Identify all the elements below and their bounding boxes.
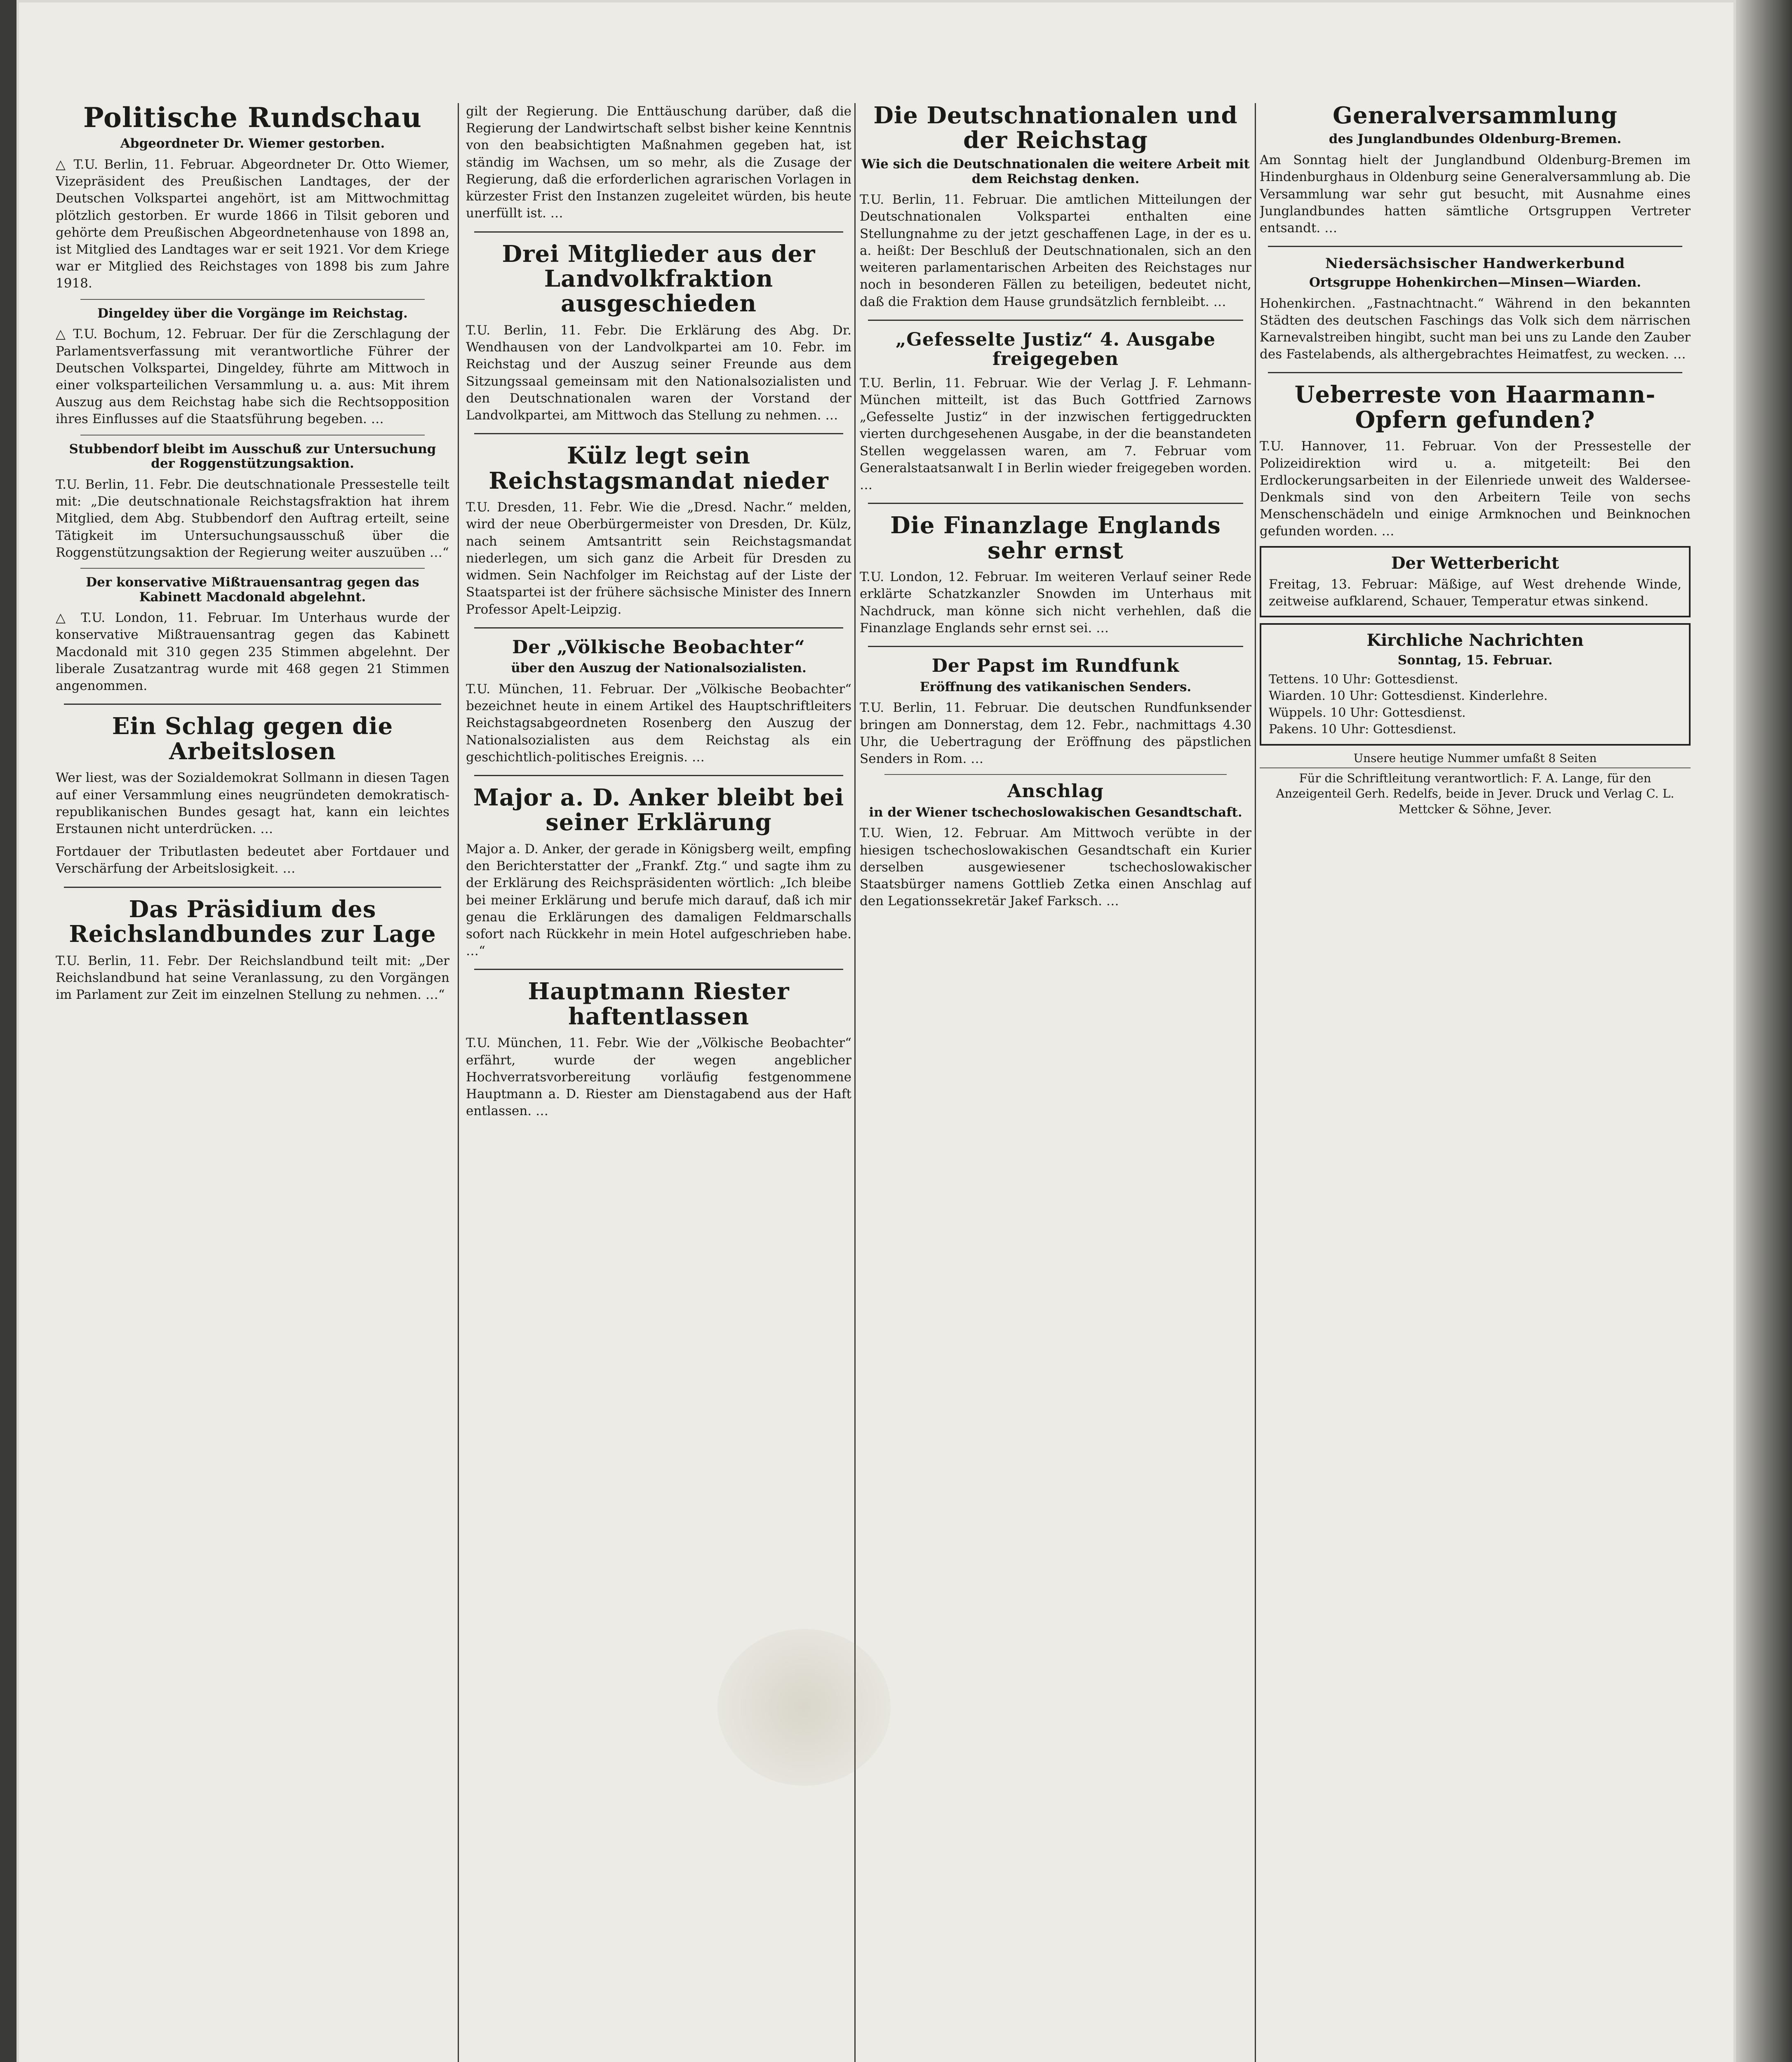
divider bbox=[80, 299, 425, 300]
article-paragraph: T.U. Berlin, 11. Februar. Die amtlichen Mitteilungen der Deutschnationalen Volkspartei enthalten eine Stellungnahme zu der jetzt geschaffenen Lage, in der es u. a. heißt: Der Beschluß der Deutschnationalen, sich an den weiteren parlamentarischen Arbeiten des Reichstages nur noch in besonderen Fällen zu beteiligen, bedeutet nicht, daß die Fraktion dem Hause grundsätzlich fernbleibt. … bbox=[860, 192, 1251, 309]
article-paragraph: gilt der Regierung. Die Enttäuschung darüber, daß die Regierung der Landwirtschaft selbst bisher keine Kenntnis von den beabsichtigten Maßnahmen gegeben hat, ist ständig im Wachsen, um so mehr, als die Zusage der Regierung, daß die erforderlichen agrarischen Vorlagen in kürzester Frist den Instanzen zugeleitet würden, bis heute unerfüllt ist. … bbox=[466, 104, 851, 221]
subheadline: in der Wiener tschechoslowakischen Gesandtschaft. bbox=[869, 805, 1242, 820]
article-paragraph: Fortdauer der Tributlasten bedeutet aber Fortdauer und Verschärfung der Arbeitslosigkeit. … bbox=[56, 844, 449, 876]
church-news-date: Sonntag, 15. Februar. bbox=[1397, 653, 1553, 668]
subheadline: über den Auszug der Nationalsozialisten. bbox=[511, 661, 807, 676]
subheadline: Ortsgruppe Hohenkirchen—Minsen—Wiarden. bbox=[1309, 275, 1641, 290]
article-paragraph: T.U. Hannover, 11. Februar. Von der Pressestelle der Polizeidirektion wird u. a. mitgeteilt: Bei den Erdlockerungsarbeiten in der Eilenriede unweit des Waldersee-Denkmals sind von den Arbeitern Teile von sechs Menschenschädeln und einige Armknochen und Beinknochen gefunden worden. … bbox=[1260, 439, 1691, 539]
article-paragraph: Wer liest, was der Sozialdemokrat Sollmann in diesen Tagen auf einer Versammlung eines neugründeten demokratisch-republikanischen Bundes gesagt hat, kann ein leichtes Erstaunen nicht unterdrücken. … bbox=[56, 770, 449, 836]
column-rule bbox=[458, 103, 459, 2062]
article-paragraph: T.U. Berlin, 11. Febr. Der Reichslandbund teilt mit: „Der Reichslandbund hat seine Veranlassung, zu den Vorgängen im Parlament zur Zeit im einzelnen Stellung zu nehmen. …“ bbox=[56, 953, 449, 1002]
divider bbox=[474, 775, 843, 776]
subheadline: Abgeordneter Dr. Wiemer gestorben. bbox=[120, 136, 385, 151]
article-paragraph: T.U. London, 12. Februar. Im weiteren Verlauf seiner Rede erklärte Schatzkanzler Snowden im Unterhaus mit Nachdruck, man könne sich nicht verhehlen, daß die Finanzlage Englands sehr ernst sei. … bbox=[860, 570, 1251, 636]
article-paragraph: △ T.U. London, 11. Februar. Im Unterhaus wurde der konservative Mißtrauensantrag gegen das Kabinett Macdonald mit 310 gegen 235 Stimmen abgelehnt. Der liberale Zusatzantrag wurde mit 468 gegen 21 Stimmen angenommen. bbox=[56, 610, 449, 694]
headline-landvolkfraktion: Drei Mitglieder aus der Landvolkfraktion ausgeschieden bbox=[502, 240, 816, 318]
column-4 bbox=[1260, 103, 1691, 2062]
church-news-box bbox=[1260, 623, 1691, 746]
article-paragraph: T.U. Berlin, 11. Febr. Die Erklärung des Abg. Dr. Wendhausen von der Landvolkpartei am 10. Febr. im Reichstag und der Auszug seiner Freunde aus dem Sitzungssaal gemeinsam mit den Nationalsozialisten und den Deutschnationalen waren der Vorstand der Landvolkpartei, am Mittwoch das Stellung zu nehmen. … bbox=[466, 322, 851, 423]
article-paragraph: T.U. Berlin, 11. Februar. Die deutschen Rundfunksender bringen am Donnerstag, dem 12. Febr., nachmittags 4.30 Uhr, die Uebertragung der Eröffnung des päpstlichen Senders in Rom. … bbox=[860, 700, 1251, 766]
subheadline: des Junglandbundes Oldenburg-Bremen. bbox=[1329, 132, 1622, 147]
weather-box bbox=[1260, 546, 1691, 617]
article-paragraph: △ T.U. Bochum, 12. Februar. Der für die Zerschlagung der Parlamentsverfassung mit verantwortliche Führer der Deutschen Volkspartei, Dingeldey, führte am Mittwoch in einer volksparteilichen Versammlung u. a. aus: Mit ihrem Auszug aus dem Reichstag habe sich die Rechtsopposition ihres Einflusses auf die Staatsführung begeben. … bbox=[56, 327, 449, 427]
headline-deutschnationale-reichstag: Die Deutschnationalen und der Reichstag bbox=[873, 103, 1238, 154]
divider bbox=[64, 887, 441, 888]
church-news-title: Kirchliche Nachrichten bbox=[1366, 631, 1584, 650]
imprint: Für die Schriftleitung verantwortlich: F. A. Lange, für den Anzeigenteil Gerh. Redelfs, beide in Jever. Druck und Verlag C. L. Mettcker & Söhne, Jever. bbox=[1276, 771, 1674, 817]
column-rule bbox=[854, 103, 856, 2062]
article-paragraph: T.U. München, 11. Februar. Der „Völkische Beobachter“ bezeichnet heute in einem Artikel des Hauptschriftleiters Reichstagsabgeordneten Rosenberg den Auszug der Nationalsozialisten aus dem Reichstag als ein geschichtlich-politisches Ereignis. … bbox=[466, 681, 851, 765]
newspaper-page bbox=[16, 0, 1736, 2062]
article-paragraph: T.U. Berlin, 11. Febr. Die deutschnationale Pressestelle teilt mit: „Die deutschnationale Reichstagsfraktion hat ihrem Mitglied, dem Abg. Stubbendorf den Auftrag erteilt, seine Tätigkeit im Untersuchungsausschuß über die Roggenstützungsaktion der Regierung weiter auszuüben …“ bbox=[56, 477, 449, 560]
headline-gefesselte-justiz: „Gefesselte Justiz“ 4. Ausgabe freigegeben bbox=[895, 329, 1216, 370]
headline-schlag-arbeitslose: Ein Schlag gegen die Arbeitslosen bbox=[112, 713, 393, 765]
subheadline: Eröffnung des vatikanischen Senders. bbox=[920, 679, 1192, 694]
column-1 bbox=[56, 103, 449, 2062]
article-paragraph: Major a. D. Anker, der gerade in Königsberg weilt, empfing den Berichterstatter der „Frankf. Ztg.“ und sagte ihm zu der Erklärung des Reichspräsidenten wörtlich: „Ich bleibe bei meiner Erklärung und berufe mich darauf, daß ich mir genau die Erklärungen des damaligen Feldmarschalls sofort nach Rückkehr in mein Hotel aufgeschrieben habe. …“ bbox=[466, 841, 851, 959]
service-row: Pakens. 10 Uhr: Gottesdienst. bbox=[1269, 722, 1456, 737]
divider bbox=[868, 503, 1243, 504]
service-row: Wiarden. 10 Uhr: Gottesdienst. Kinderlehre. bbox=[1269, 689, 1548, 704]
divider bbox=[474, 627, 843, 628]
divider bbox=[884, 774, 1227, 775]
column-2 bbox=[466, 103, 851, 2062]
article-paragraph: T.U. München, 11. Febr. Wie der „Völkische Beobachter“ erfährt, wurde der wegen angeblicher Hochverratsvorbereitung vorläufig festgenommene Hauptmann a. D. Riester am Dienstagabend aus der Haft entlassen. … bbox=[466, 1036, 851, 1119]
subheadline: Stubbendorf bleibt im Ausschuß zur Untersuchung der Roggenstützungsaktion. bbox=[69, 441, 436, 471]
divider bbox=[1268, 372, 1682, 373]
service-row: Tettens. 10 Uhr: Gottesdienst. bbox=[1269, 672, 1458, 687]
divider bbox=[474, 231, 843, 233]
subheadline: Dingeldey über die Vorgänge im Reichstag. bbox=[97, 306, 408, 321]
headline-generalversammlung: Generalversammlung bbox=[1333, 103, 1618, 129]
headline-haarmann-opfer: Ueberreste von Haarmann-Opfern gefunden? bbox=[1294, 381, 1656, 433]
column-rule bbox=[1255, 103, 1256, 2062]
headline-finanzlage-englands: Die Finanzlage Englands sehr ernst bbox=[890, 512, 1221, 564]
divider bbox=[1260, 767, 1691, 768]
article-paragraph: Am Sonntag hielt der Junglandbund Oldenburg-Bremen im Hindenburghaus in Oldenburg seine Generalversammlung ab. Die Versammlung war sehr gut besucht, mit Ausnahme eines Junglandbundes hatten sämtliche Ortsgruppen Vertreter entsandt. … bbox=[1260, 153, 1691, 235]
article-paragraph: T.U. Wien, 12. Februar. Am Mittwoch verübte in der hiesigen tschechoslowakischen Gesandtschaft ein Kurier derselben ausgewiesener tschechoslowakischer Staatsbürger namens Gottlieb Zetka einen Anschlag auf den Legationssekretär Jakef Farksch. … bbox=[860, 826, 1251, 909]
book-spine-edge bbox=[1736, 0, 1792, 2062]
headline-politische-rundschau: Politische Rundschau bbox=[83, 103, 422, 134]
headline-voelkischer-beobachter: Der „Völkische Beobachter“ bbox=[512, 636, 805, 658]
headline-kuelz-mandat: Külz legt sein Reichstagsmandat nieder bbox=[489, 442, 829, 494]
article-paragraph: T.U. Dresden, 11. Febr. Wie die „Dresd. Nachr.“ melden, wird der neue Oberbürgermeister von Dresden, Dr. Külz, nach seinem Amtsantritt sein Reichstagsmandat niederlegen, um sich ganz die Arbeit für Dresden zu widmen. Sein Nachfolger im Reichstag auf der Liste der Staatspartei ist der frühere sächsische Minister des Innern Professor Apelt-Leipzig. bbox=[466, 500, 851, 617]
headline-major-anker: Major a. D. Anker bleibt bei seiner Erklärung bbox=[473, 784, 844, 836]
divider bbox=[80, 568, 425, 569]
divider bbox=[868, 646, 1243, 647]
pages-note: Unsere heutige Nummer umfaßt 8 Seiten bbox=[1353, 751, 1597, 765]
headline-praesidium-reichslandbund: Das Präsidium des Reichslandbundes zur Lage bbox=[69, 895, 436, 948]
subheadline: Wie sich die Deutschnationalen die weitere Arbeit mit dem Reichstag denken. bbox=[861, 156, 1250, 186]
weather-title: Der Wetterbericht bbox=[1391, 553, 1559, 573]
weather-text: Freitag, 13. Februar: Mäßige, auf West drehende Winde, zeitweise aufklarend, Schauer, Temperatur etwas sinkend. bbox=[1269, 577, 1681, 609]
divider bbox=[474, 433, 843, 434]
headline-papst-rundfunk: Der Papst im Rundfunk bbox=[931, 655, 1180, 677]
article-paragraph: T.U. Berlin, 11. Februar. Wie der Verlag J. F. Lehmann-München mitteilt, ist das Buch Gottfried Zarnows „Gefesselte Justiz“ in der inzwischen fertiggedruckten vierten durchgesehenen Ausgabe, in der die beanstandeten Stellen weggelassen waren, am 7. Februar vom Generalstaatsanwalt I in Berlin wieder freigegeben worden. … bbox=[860, 375, 1251, 493]
article-paragraph: Hohenkirchen. „Fastnachtnacht.“ Während in den bekannten Städten des deutschen Faschings das Volk sich dem närrischen Karnevalstreiben hingibt, sucht man bei uns zu Lande den Zauber des Fastelabends, als althergebrachtes Heimatfest, zu wecken. … bbox=[1260, 296, 1691, 362]
article-paragraph: △ T.U. Berlin, 11. Februar. Abgeordneter Dr. Otto Wiemer, Vizepräsident des Preußischen Landtages, der der Deutschen Volkspartei angehört, ist am Mittwochmittag plötzlich gestorben. Er wurde 1866 in Tilsit geboren und gehörte dem Preußischen Abgeordnetenhause von 1898 an, ist Mitglied des Landtages war er seit 1921. Vor dem Kriege war er Mitglied des Reichstages von 1898 bis zum Jahre 1918. bbox=[56, 157, 449, 291]
divider bbox=[474, 969, 843, 970]
service-row: Wüppels. 10 Uhr: Gottesdienst. bbox=[1269, 705, 1466, 720]
column-3 bbox=[860, 103, 1251, 2062]
headline-handwerkerbund: Niedersächsischer Handwerkerbund bbox=[1325, 255, 1625, 272]
headline-anschlag: Anschlag bbox=[1007, 781, 1104, 802]
subheadline: Der konservative Mißtrauensantrag gegen das Kabinett Macdonald abgelehnt. bbox=[86, 574, 419, 605]
headline-hauptmann-riester: Hauptmann Riester haftentlassen bbox=[528, 978, 790, 1030]
divider bbox=[64, 704, 441, 705]
divider bbox=[1268, 246, 1682, 247]
divider bbox=[868, 320, 1243, 321]
